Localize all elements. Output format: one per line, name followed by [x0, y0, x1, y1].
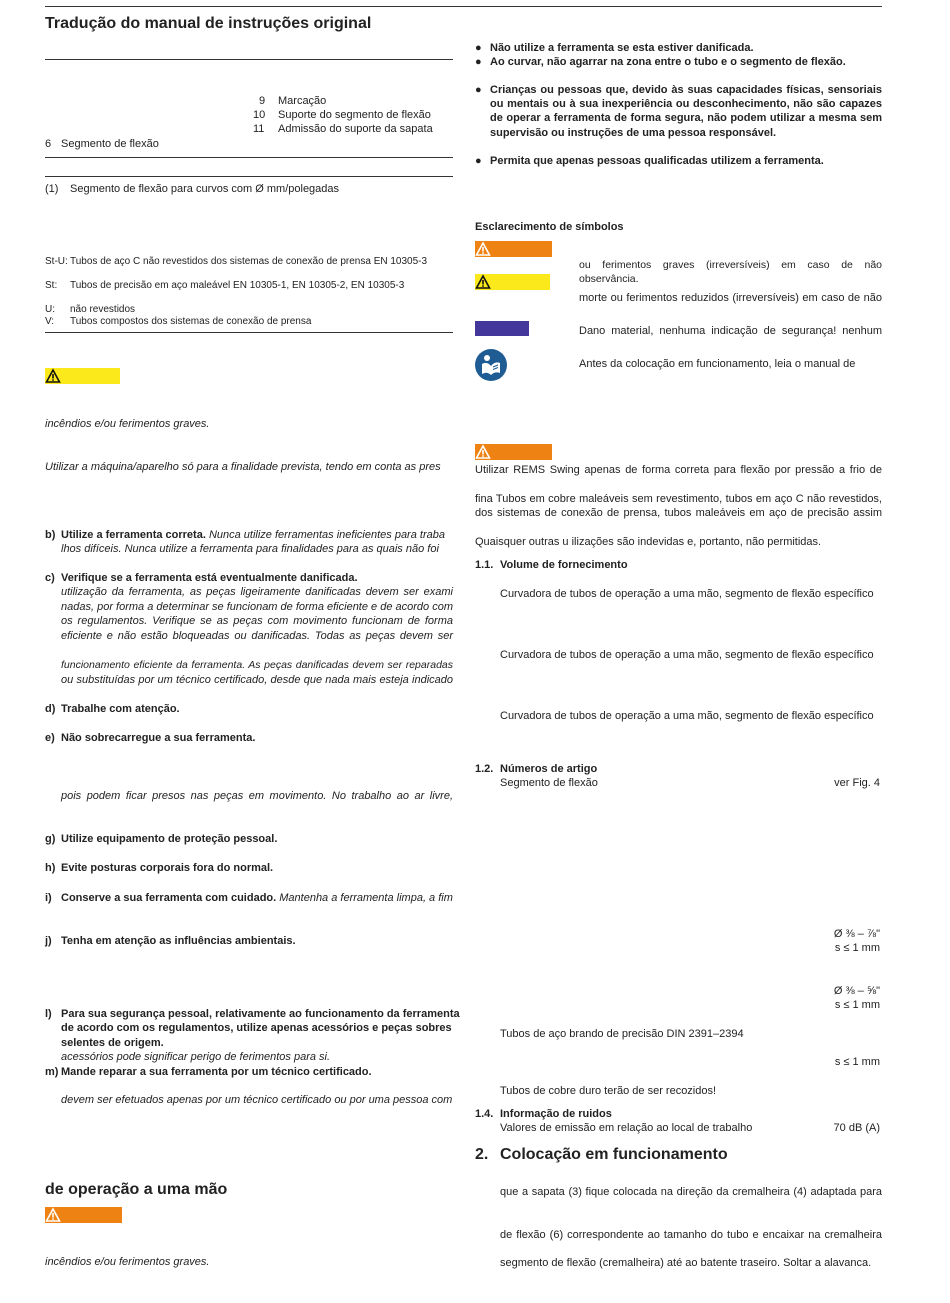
- noise-value: 70 dB (A): [833, 1122, 880, 1134]
- divider: [45, 157, 453, 158]
- divider: [45, 59, 453, 60]
- intended-use-line: dos sistemas de conexão de prensa, tubos maleáveis em aço de precisão assim: [475, 507, 882, 519]
- item-label: h): [45, 862, 56, 874]
- legend-label: Marcação: [278, 95, 327, 107]
- section-number: 1.1.: [475, 559, 494, 571]
- section-heading: de operação a uma mão: [45, 1181, 228, 1198]
- item-i-italic: Mantenha a ferramenta limpa, a fim: [279, 892, 453, 904]
- legend-label: Admissão do suporte da sapata: [278, 123, 433, 135]
- symbol-description: ou ferimentos graves (irreversíveis) em caso de não observância.: [579, 259, 882, 285]
- setup-line: segmento de flexão (cremalheira) até ao batente traseiro. Soltar a alavanca.: [500, 1257, 872, 1269]
- warning-text: incêndios e/ou ferimentos graves.: [45, 418, 210, 430]
- item-j-bold: Tenha em atenção as influências ambientais.: [61, 935, 296, 947]
- divider: [45, 332, 453, 333]
- abbr-value: Tubos de precisão em aço maleável EN 10305-1, EN 10305-2, EN 10305-3: [70, 280, 405, 291]
- item-l-italic: acessórios pode significar perigo de ferimentos para si.: [61, 1051, 331, 1063]
- section-number: 1.2.: [475, 763, 494, 775]
- legend-label: Segmento de flexão: [61, 138, 159, 150]
- pipe-type: Tubos de aço brando de precisão DIN 2391–2394: [500, 1028, 744, 1040]
- note-number: (1): [45, 183, 59, 195]
- dimension-value: Ø ⅜ – ⅝": [833, 985, 880, 997]
- item-l-bold: Para sua segurança pessoal, relativamente ao funcionamento da ferramenta: [61, 1008, 460, 1020]
- warning-triangle-icon: [475, 444, 491, 460]
- intended-use-line: fina Tubos em cobre maleáveis sem revestimento, tubos em aço C não revestidos,: [475, 493, 882, 505]
- item-l-bold: selentes de origem.: [61, 1037, 164, 1049]
- dimension-value: Ø ⅜ – ⅞": [833, 928, 880, 940]
- setup-line: de flexão (6) correspondente ao tamanho do tubo e encaixar na cremalheira: [500, 1229, 882, 1241]
- item-label: g): [45, 833, 56, 845]
- item-label: e): [45, 732, 55, 744]
- section-heading: Colocação em funcionamento: [500, 1146, 728, 1163]
- bullet-text: Ao curvar, não agarrar na zona entre o tubo e o segmento de flexão.: [490, 56, 846, 68]
- item-label: b): [45, 529, 56, 541]
- warning-badge: [475, 444, 552, 460]
- noise-item: Valores de emissão em relação ao local de trabalho: [500, 1122, 753, 1134]
- abbr-value: Tubos de aço C não revestidos dos sistemas de conexão de prensa EN 10305-3: [70, 256, 428, 267]
- abbr-key: U:: [45, 304, 55, 315]
- item-c-line: utilização da ferramenta, as peças ligeiramente danificadas devem ser exami: [61, 586, 453, 598]
- warning-triangle-icon: [475, 274, 491, 290]
- item-label: m): [45, 1066, 59, 1078]
- section-title: Volume de fornecimento: [500, 559, 628, 571]
- section-number: 1.4.: [475, 1108, 494, 1120]
- supply-item: Curvadora de tubos de operação a uma mão, segmento de flexão específico: [500, 710, 874, 722]
- top-rule: [45, 6, 882, 7]
- bullet-text: ou mentais ou à sua inexperiência ou desconhecimento, não são capazes: [490, 98, 882, 110]
- supply-item: Curvadora de tubos de operação a uma mão, segmento de flexão específico: [500, 588, 874, 600]
- article-reference: ver Fig. 4: [834, 777, 880, 789]
- item-c-line: funcionamento eficiente da ferramenta. As peças danificadas devem ser reparadas: [61, 659, 453, 671]
- note-text: Segmento de flexão para curvos com Ø mm/polegadas: [70, 183, 340, 195]
- item-d-bold: Trabalhe com atenção.: [61, 703, 180, 715]
- item-f-italic: pois podem ficar presos nas peças em movimento. No trabalho ao ar livre,: [61, 790, 453, 802]
- bullet-text: de operar a ferramenta de forma segura, não podem utilizar a mesma sem: [490, 112, 882, 124]
- item-i-text: [61, 891, 453, 905]
- article-item: Segmento de flexão: [500, 777, 598, 789]
- warning-badge: [45, 1207, 122, 1223]
- item-l-bold: de acordo com os regulamentos, utilize apenas acessórios e peças sobres: [61, 1022, 452, 1034]
- item-label: i): [45, 892, 52, 904]
- item-c-line: nadas, por forma a determinar se funcionam de forma eficiente e de acordo com: [61, 601, 453, 613]
- bullet-text: supervisão ou instruções de uma pessoa responsável.: [490, 127, 777, 139]
- warning-badge: [475, 241, 552, 257]
- notice-badge: [475, 321, 529, 336]
- item-m-bold: Mande reparar a sua ferramenta por um técnico certificado.: [61, 1066, 372, 1078]
- legend-label: Suporte do segmento de flexão: [278, 109, 431, 121]
- dimension-value: s ≤ 1 mm: [834, 999, 880, 1011]
- warning-triangle-icon: [45, 1207, 61, 1223]
- item-label: c): [45, 572, 55, 584]
- warning-triangle-icon: [475, 241, 491, 257]
- item-label: l): [45, 1008, 52, 1020]
- dimension-value: s ≤ 1 mm: [834, 1056, 880, 1068]
- dimension-value: s ≤ 1 mm: [834, 942, 880, 954]
- section-title: Números de artigo: [500, 763, 598, 775]
- item-b-bold: Utilize a ferramenta correta.: [61, 529, 206, 541]
- legend-num: 9: [259, 95, 266, 107]
- item-c-bold: Verifique se a ferramenta está eventualmente danificada.: [61, 572, 358, 584]
- item-label: d): [45, 703, 56, 715]
- item-label: j): [45, 935, 52, 947]
- item-c-line: ou substituídas por um técnico certificado, desde que nada mais esteja indicado: [61, 674, 453, 686]
- setup-line: que a sapata (3) fique colocada na direção da cremalheira (4) adaptada para: [500, 1186, 882, 1198]
- item-e-bold: Não sobrecarregue a sua ferramenta.: [61, 732, 256, 744]
- caution-badge: [475, 274, 550, 290]
- item-g-bold: Utilize equipamento de proteção pessoal.: [61, 833, 278, 845]
- warning-triangle-icon: [45, 368, 61, 384]
- intended-use-line: Quaisquer outras u ilizações são indevidas e, portanto, não permitidas.: [475, 536, 822, 548]
- abbr-value: Tubos compostos dos sistemas de conexão de prensa: [70, 316, 312, 327]
- legend-num: 11: [253, 123, 265, 135]
- caution-badge: [45, 368, 120, 384]
- symbol-description: Dano material, nenhuma indicação de segurança! nenhum: [579, 325, 882, 337]
- abbr-key: V:: [45, 316, 55, 327]
- symbols-title: Esclarecimento de símbolos: [475, 221, 624, 233]
- legend-num: 10: [253, 109, 266, 121]
- item-m-italic: devem ser efetuados apenas por um técnico certificado ou por uma pessoa com: [61, 1094, 453, 1106]
- bullet-text: Não utilize a ferramenta se esta estiver danificada.: [490, 42, 754, 54]
- symbol-description: morte ou ferimentos reduzidos (irreversíveis) em caso de não: [579, 292, 882, 304]
- page-title: Tradução do manual de instruções original: [45, 15, 372, 32]
- divider: [45, 176, 453, 177]
- pipe-note: Tubos de cobre duro terão de ser recozidos!: [500, 1085, 717, 1097]
- section-title: Informação de ruidos: [500, 1108, 612, 1120]
- bullet-text: Permita que apenas pessoas qualificadas utilizem a ferramenta.: [490, 155, 824, 167]
- abbr-key: St:: [45, 280, 58, 291]
- read-manual-icon: [474, 348, 508, 382]
- symbol-description: Antes da colocação em funcionamento, leia o manual de: [579, 358, 856, 370]
- bullet-text: Crianças ou pessoas que, devido às suas capacidades físicas, sensoriais: [490, 84, 882, 96]
- abbr-value: não revestidos: [70, 304, 136, 315]
- item-c-line: eficiente e não estão bloqueadas ou danificadas. Todas as peças devem ser: [61, 630, 453, 642]
- abbr-key: St-U:: [45, 256, 68, 267]
- intended-use-line: Utilizar REMS Swing apenas de forma correta para flexão por pressão a frio de: [475, 464, 882, 476]
- intended-use-text: Utilizar a máquina/aparelho só para a finalidade prevista, tendo em conta as pres: [45, 461, 441, 473]
- section-number: 2.: [475, 1146, 489, 1163]
- supply-item: Curvadora de tubos de operação a uma mão, segmento de flexão específico: [500, 649, 874, 661]
- item-i-bold: Conserve a sua ferramenta com cuidado.: [61, 892, 277, 904]
- item-c-line: os regulamentos. Verifique se as peças com movimento funcionam de forma: [61, 615, 453, 627]
- warning-text: incêndios e/ou ferimentos graves.: [45, 1256, 210, 1268]
- legend-num: 6: [45, 138, 52, 150]
- item-b-text: [61, 528, 445, 542]
- item-b-italic-2: lhos difíceis. Nunca utilize a ferramenta para finalidades para as quais não foi: [61, 543, 439, 555]
- item-h-bold: Evite posturas corporais fora do normal.: [61, 862, 274, 874]
- item-b-italic: Nunca utilize ferramentas ineficientes para traba: [208, 529, 445, 541]
